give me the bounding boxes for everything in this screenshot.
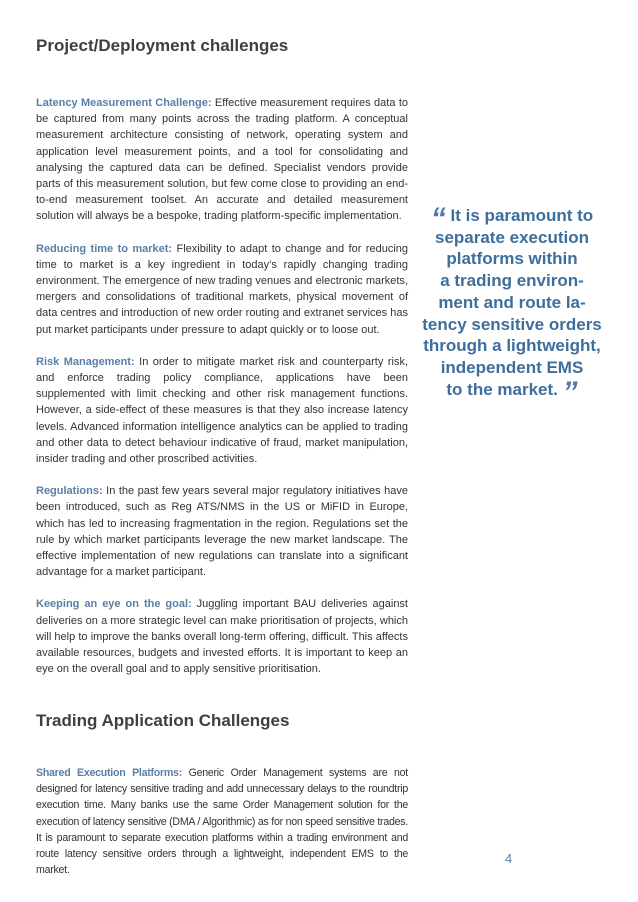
pull-quote-line: a trading environ-	[440, 271, 584, 291]
paragraph-regulations	[36, 483, 408, 580]
paragraph-lead: Reducing time to market:	[36, 242, 173, 255]
paragraph-latency-measurement	[36, 95, 408, 225]
paragraph-text: In the past few years several major regulatory initiatives have been introduced, such as Reg ATS/NMS in the US or MiFID in Europe, which has led to increasing fragmentation in the region. Regulations set the rule by which market participants leverage the new market landscape. The effective implementation of new regulations can translate into a significant advantage for a market participant.	[36, 485, 408, 579]
paragraph-lead: Regulations:	[36, 485, 103, 498]
paragraph-lead: Latency Measurement Challenge:	[36, 97, 212, 109]
paragraph-text: Effective measurement requires data to be captured from many points across the trading platform. A conceptual measurement architecture consisting of network, operating system and application level measurement points, and a tool for consolidating and analysing the captured data can be defined. Specialist vendors provide parts of this measurement solution, but few come close to providing an end-to-end measurement toolset. An accurate and detailed measurement solution will always be a bespoke, trading platform-specific implementation.	[36, 97, 408, 223]
paragraph-time-to-market	[36, 241, 408, 338]
page-number: 4	[505, 851, 513, 866]
paragraph-risk-management	[36, 354, 408, 467]
open-quote-mark: “	[430, 202, 446, 235]
paragraph-text: Generic Order Management systems are not designed for latency sensitive trading and add unnecessary delays to the roundtrip execution time. Many banks use the same Order Management solution for the execution of latency sensitive (DMA / Algorithmic) as for non speed sensitive trades. It is paramount to separate execution platforms within a trading environment and route latency sensitive orders through a lightweight, independent EMS to the market.	[36, 767, 408, 877]
pull-quote-text: to the market.	[446, 379, 558, 399]
pull-quote	[420, 202, 604, 409]
pull-quote-line: through a lightweight,	[423, 336, 601, 356]
section-body	[36, 765, 408, 878]
paragraph-text: Flexibility to adapt to change and for reducing time to market is a key ingredient in today’s rapidly changing trading environment. The emergence of new trading venues and electronic markets, mergers and consolidations of traditional markets, physical movement of data centres and introduction of new order routing and extranet services has put market participants under pressure to adapt quickly or to loose out.	[36, 242, 409, 336]
section-body	[36, 95, 408, 678]
pull-quote-text: It is paramount to	[450, 206, 594, 225]
section-heading: Trading Application Challenges	[36, 711, 290, 730]
pull-quote-line: platforms within	[446, 249, 578, 269]
paragraph-text: Juggling important BAU deliveries against deliveries on a more strategic level can make prioritisation of projects, which will help to improve the banks overall long-term offering, difficult. This affects available resources, budgets and invested efforts. It is important to keep an eye on the overall goal and to apply sensitive prioritisation.	[36, 598, 408, 676]
paragraph-text: In order to mitigate market risk and counterparty risk, and enforce trading policy compliance, applications have been supplemented with limit checking and other risk management functions. However, a side-effect of these measures is that they also increase latency levels. Advanced information intelligence analytics can be applied to trading and other data to detect behaviour indicative of fraud, market manipulation, insider trading and other proscribed activities.	[36, 355, 408, 466]
paragraph-lead: Shared Execution Platforms:	[36, 767, 182, 779]
section-heading: Project/Deployment challenges	[36, 36, 289, 55]
pull-quote-line	[420, 202, 604, 235]
paragraph-lead: Keeping an eye on the goal:	[36, 598, 192, 611]
pull-quote-line: separate execution	[434, 227, 589, 247]
pull-quote-line	[420, 375, 604, 409]
pull-quote-line: independent EMS	[440, 357, 584, 377]
paragraph-lead: Risk Management:	[36, 355, 135, 368]
paragraph-keep-eye-on-goal	[36, 596, 408, 677]
pull-quote-line: ment and route la-	[438, 292, 586, 312]
close-quote-mark: ”	[562, 375, 578, 409]
pull-quote-line: tency sensitive orders	[422, 314, 602, 334]
paragraph-shared-execution	[36, 765, 408, 878]
